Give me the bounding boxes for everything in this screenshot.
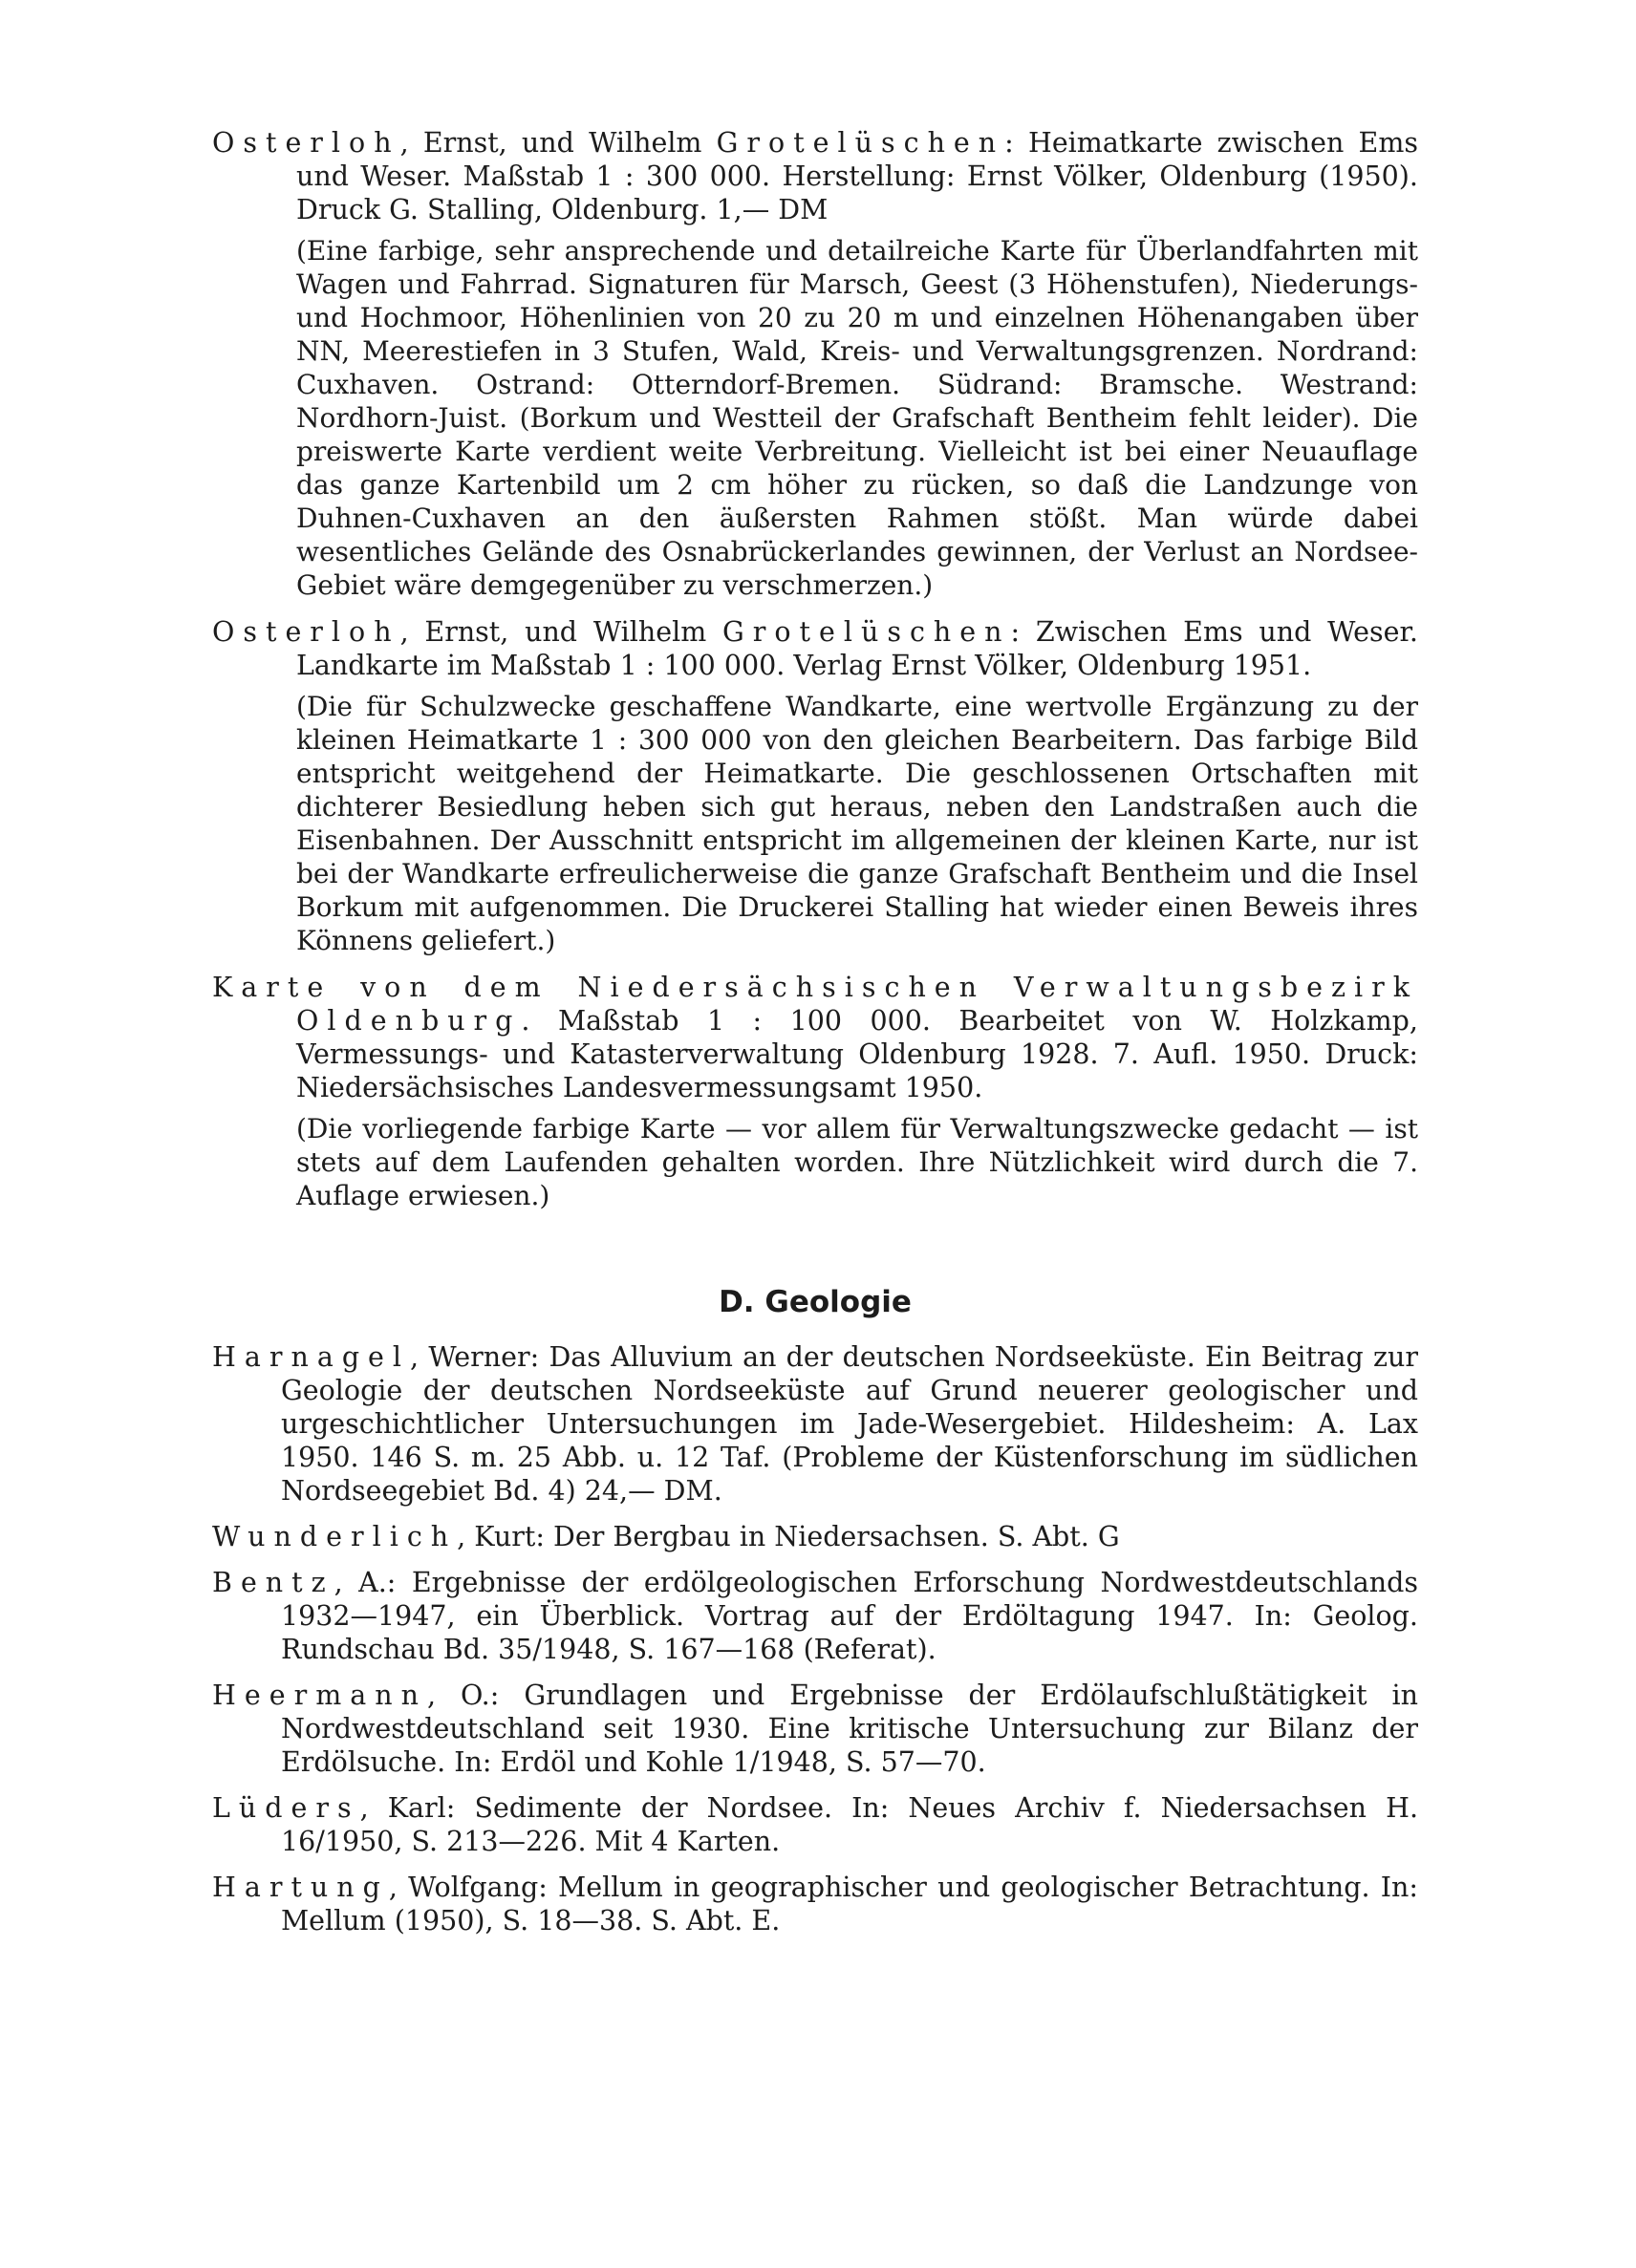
citation — [212, 1679, 1418, 1779]
map-title: Karte von dem Niedersächsischen Verwaltungsbezirk Oldenburg — [212, 972, 1418, 1037]
annotation: (Die vorliegende farbige Karte — vor allem für Verwaltungszwecke gedacht — ist stets auf dem Laufenden gehalten worden. Ihre Nützlichkeit wird durch die 7. Auflage erwiesen.) — [296, 1113, 1418, 1211]
author-name: Hartung — [212, 1872, 389, 1903]
citation — [212, 1520, 1418, 1553]
citation — [212, 971, 1418, 1104]
citation — [212, 1791, 1418, 1858]
citation-text: , Wolfgang: Mellum in geographischer und geologischer Betrachtung. In: Mellum (1950), S. 18—38. S. Abt. E. — [281, 1872, 1418, 1936]
coauthor-name: Grotelüschen — [716, 127, 1005, 159]
geology-entries — [212, 1340, 1418, 1937]
bibliography-entry — [212, 615, 1418, 957]
citation — [212, 1566, 1418, 1666]
citation — [212, 615, 1418, 682]
bibliography-entry — [212, 1520, 1418, 1553]
coauthor-name: Grotelüschen — [722, 616, 1011, 648]
citation — [212, 1871, 1418, 1937]
bibliography-entry — [212, 1566, 1418, 1666]
citation-text: : Zwischen Ems und Weser. Landkarte im Maßstab 1 : 100 000. Verlag Ernst Völker, Oldenburg 1951. — [296, 616, 1418, 681]
citation-text: , Karl: Sedimente der Nordsee. In: Neues Archiv f. Niedersachsen H. 16/1950, S. 213—226. Mit 4 Karten. — [281, 1792, 1418, 1857]
bibliography-entry — [212, 971, 1418, 1212]
author-name: Harnagel — [212, 1341, 411, 1373]
citation-text: , Ernst, und Wilhelm — [399, 616, 722, 648]
citation-text: , Ernst, und Wilhelm — [399, 127, 717, 159]
citation-text: , O.: Grundlagen und Ergebnisse der Erdölaufschlußtätigkeit in Nordwestdeutschland seit 1930. Eine kritische Untersuchung zur Bilanz der Erdölsuche. In: Erdöl und Kohle 1/1948, S. 57—70. — [281, 1680, 1418, 1778]
citation-text: , Werner: Das Alluvium an der deutschen Nordseeküste. Ein Beitrag zur Geologie der deutschen Nordseeküste auf Grund neuerer geologischer und urgeschichtlicher Untersuchungen im Jade-Wesergebiet. Hildesheim: A. Lax 1950. 146 S. m. 25 Abb. u. 12 Taf. (Probleme der Küstenforschung im südlichen Nordseegebiet Bd. 4) 24,— DM. — [281, 1341, 1418, 1507]
annotation: (Die für Schulzwecke geschaffene Wandkarte, eine wertvolle Ergänzung zu der kleinen Heimatkarte 1 : 300 000 von den gleichen Bearbeitern. Das farbige Bild entspricht weitgehend der Heimatkarte. Die geschlossenen Ortschaften mit dichterer Besiedlung heben sich gut heraus, neben den Landstraßen auch die Eisenbahnen. Der Ausschnitt entspricht im allgemeinen der kleinen Karte, nur ist bei der Wandkarte erfreulicherweise die ganze Grafschaft Bentheim und die Insel Borkum mit aufgenommen. Die Druckerei Stalling hat wieder einen Beweis ihres Könnens geliefert.) — [296, 691, 1418, 956]
citation-text: , A.: Ergebnisse der erdölgeologischen Erforschung Nordwestdeutschlands 1932—1947, ein Überblick. Vortrag auf der Erdöltagung 1947. In: Geolog. Rundschau Bd. 35/1948, S. 167—168 (Referat). — [281, 1567, 1418, 1665]
bibliography-entry — [212, 1871, 1418, 1937]
author-name: Bentz — [212, 1567, 334, 1598]
annotation: (Eine farbige, sehr ansprechende und detailreiche Karte für Überlandfahrten mit Wagen und Fahrrad. Signaturen für Marsch, Geest (3 Höhenstufen), Niederungs- und Hochmoor, Höhenlinien von 20 zu 20 m und einzelnen Höhenangaben über NN, Meerestiefen in 3 Stufen, Wald, Kreis- und Verwaltungsgrenzen. Nordrand: Cuxhaven. Ostrand: Otterndorf-Bremen. Südrand: Bramsche. Westrand: Nordhorn-Juist. (Borkum und Westteil der Grafschaft Bentheim fehlt leider). Die preiswerte Karte verdient weite Verbreitung. Vielleicht ist bei einer Neuauflage das ganze Kartenbild um 2 cm höher zu rücken, so daß die Landzunge von Duhnen-Cuxhaven an den äußersten Rahmen stößt. Man würde dabei wesentliches Gelände des Osnabrückerlandes gewinnen, der Verlust an Nordsee-Gebiet wäre demgegenüber zu verschmerzen.) — [296, 235, 1418, 601]
author-name: Osterloh — [212, 616, 400, 648]
citation-text: : Heimatkarte zwischen Ems und Weser. Maßstab 1 : 300 000. Herstellung: Ernst Völker, Oldenburg (1950). Druck G. Stalling, Oldenburg. 1,— DM — [296, 127, 1418, 225]
citation — [212, 126, 1418, 226]
author-name: Lüders — [212, 1792, 360, 1824]
citation — [212, 1340, 1418, 1508]
bibliography-entry — [212, 1791, 1418, 1858]
bibliography-entry — [212, 1340, 1418, 1508]
bibliography-column — [212, 126, 1418, 1950]
author-name: Wunderlich — [212, 1521, 458, 1552]
citation-text: , Kurt: Der Bergbau in Niedersachsen. S. Abt. G — [457, 1521, 1120, 1552]
bibliography-entry — [212, 1679, 1418, 1779]
author-name: Osterloh — [212, 127, 400, 159]
bibliography-entry — [212, 126, 1418, 602]
citation-text: . Maßstab 1 : 100 000. Bearbeitet von W. Holzkamp, Vermessungs- und Katasterverwaltung Oldenburg 1928. 7. Aufl. 1950. Druck: Niedersächsisches Landesvermessungsamt 1950. — [296, 1005, 1418, 1103]
section-heading: D. Geologie — [719, 1285, 912, 1319]
author-name: Heermann — [212, 1680, 427, 1711]
